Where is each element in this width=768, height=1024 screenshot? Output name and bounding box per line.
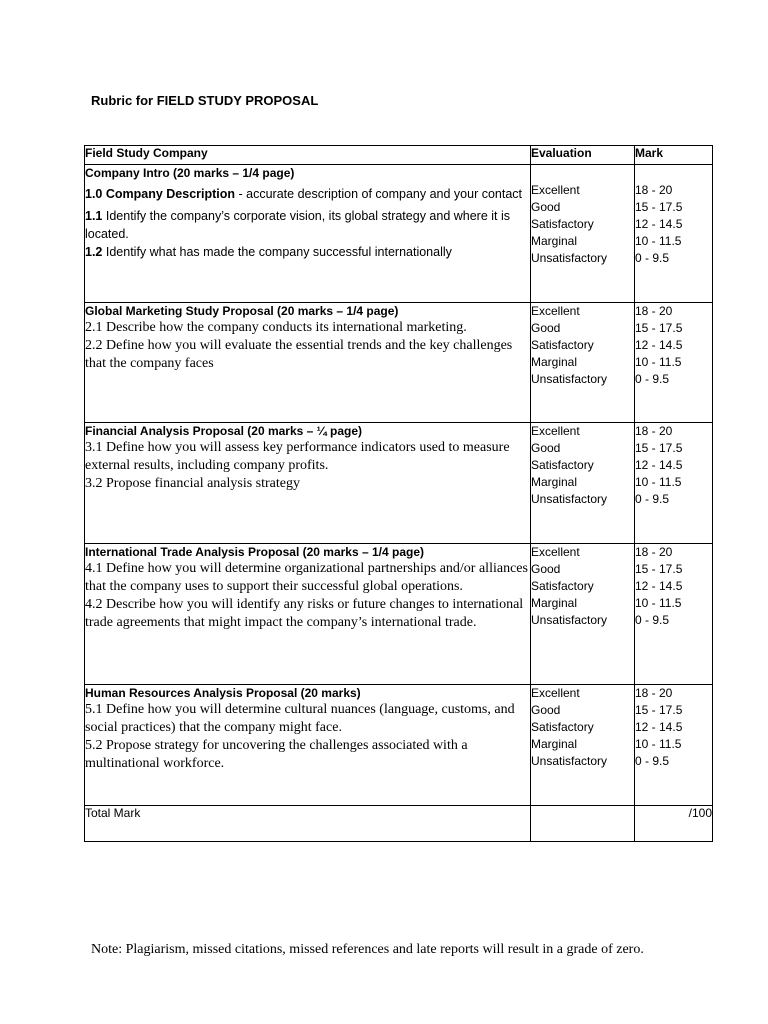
criterion-item: 4.1 Define how you will determine organizational partnerships and/or alliances that the company uses to support their successful global operations. xyxy=(85,561,528,594)
rubric-table xyxy=(84,145,713,842)
page-title: Rubric for FIELD STUDY PROPOSAL xyxy=(91,93,319,108)
mark-range: 18 - 20 xyxy=(635,304,673,318)
criteria-cell xyxy=(85,423,531,544)
criteria-cell xyxy=(85,303,531,423)
criterion-number: 1.1 xyxy=(85,209,103,223)
section-title: Global Marketing Study Proposal (20 marks – 1/4 page) xyxy=(85,304,399,318)
evaluation-level: Unsatisfactory xyxy=(531,492,608,506)
total-label: Total Mark xyxy=(85,806,531,842)
mark-range: 18 - 20 xyxy=(635,545,673,559)
evaluation-level: Marginal xyxy=(531,234,578,248)
criteria-cell xyxy=(85,165,531,303)
evaluation-level: Satisfactory xyxy=(531,458,594,472)
mark-range: 15 - 17.5 xyxy=(635,562,683,576)
mark-range: 10 - 11.5 xyxy=(635,475,682,489)
criterion-text: - accurate description of company and your contact xyxy=(235,187,523,201)
rubric-row-human-resources xyxy=(85,685,713,806)
evaluation-level: Excellent xyxy=(531,686,580,700)
criterion-item xyxy=(85,207,530,243)
total-value: /100 xyxy=(635,806,713,842)
evaluation-levels xyxy=(531,165,635,303)
evaluation-level: Marginal xyxy=(531,737,578,751)
mark-range: 10 - 11.5 xyxy=(635,737,682,751)
table-header-row xyxy=(85,146,713,165)
evaluation-level: Satisfactory xyxy=(531,579,594,593)
evaluation-level: Unsatisfactory xyxy=(531,613,608,627)
mark-range: 0 - 9.5 xyxy=(635,251,670,265)
mark-range: 0 - 9.5 xyxy=(635,754,670,768)
mark-range: 15 - 17.5 xyxy=(635,200,683,214)
mark-range: 10 - 11.5 xyxy=(635,355,682,369)
criterion-item: 5.1 Define how you will determine cultural nuances (language, customs, and social practices) that the company might face. xyxy=(85,702,515,735)
evaluation-level: Marginal xyxy=(531,596,578,610)
mark-range: 10 - 11.5 xyxy=(635,596,682,610)
evaluation-level: Excellent xyxy=(531,183,580,197)
header-mark: Mark xyxy=(635,146,713,165)
evaluation-level: Excellent xyxy=(531,545,580,559)
total-row xyxy=(85,806,713,842)
mark-range: 15 - 17.5 xyxy=(635,441,683,455)
mark-range: 18 - 20 xyxy=(635,183,673,197)
criteria-cell xyxy=(85,544,531,685)
evaluation-levels xyxy=(531,544,635,685)
evaluation-level: Good xyxy=(531,200,561,214)
mark-range: 12 - 14.5 xyxy=(635,579,683,593)
section-title: Human Resources Analysis Proposal (20 marks) xyxy=(85,686,361,700)
mark-range: 0 - 9.5 xyxy=(635,613,670,627)
total-evaluation-cell xyxy=(531,806,635,842)
mark-ranges xyxy=(635,303,713,423)
criterion-item: 5.2 Propose strategy for uncovering the challenges associated with a multinational workforce. xyxy=(85,738,468,771)
mark-range: 18 - 20 xyxy=(635,686,673,700)
criterion-item: 2.2 Define how you will evaluate the essential trends and the key challenges that the company faces xyxy=(85,338,513,371)
criterion-item: 4.2 Describe how you will identify any risks or future changes to international trade agreements that might impact the company’s international trade. xyxy=(85,597,524,630)
plagiarism-note: Note: Plagiarism, missed citations, missed references and late reports will result in a grade of zero. xyxy=(91,942,644,957)
evaluation-level: Satisfactory xyxy=(531,217,594,231)
mark-range: 12 - 14.5 xyxy=(635,720,683,734)
mark-range: 12 - 14.5 xyxy=(635,458,683,472)
evaluation-level: Excellent xyxy=(531,304,580,318)
evaluation-level: Unsatisfactory xyxy=(531,754,608,768)
criterion-item xyxy=(85,184,530,205)
evaluation-levels xyxy=(531,423,635,544)
evaluation-level: Good xyxy=(531,562,561,576)
mark-range: 12 - 14.5 xyxy=(635,217,683,231)
mark-range: 15 - 17.5 xyxy=(635,321,683,335)
mark-range: 0 - 9.5 xyxy=(635,492,670,506)
rubric-row-international-trade xyxy=(85,544,713,685)
criterion-number: 1.2 xyxy=(85,245,103,259)
criterion-text: Identify what has made the company successful internationally xyxy=(102,245,452,259)
criteria-cell xyxy=(85,685,531,806)
mark-range: 12 - 14.5 xyxy=(635,338,683,352)
evaluation-level: Marginal xyxy=(531,475,578,489)
section-title: Company Intro (20 marks – 1/4 page) xyxy=(85,166,295,180)
criterion-item: 3.2 Propose financial analysis strategy xyxy=(85,476,301,491)
evaluation-level: Excellent xyxy=(531,424,580,438)
header-evaluation: Evaluation xyxy=(531,146,635,165)
criterion-text: Identify the company’s corporate vision, its global strategy and where it is located. xyxy=(85,209,511,241)
evaluation-level: Good xyxy=(531,321,561,335)
mark-ranges xyxy=(635,423,713,544)
mark-range: 0 - 9.5 xyxy=(635,372,670,386)
evaluation-level: Unsatisfactory xyxy=(531,372,608,386)
evaluation-level: Good xyxy=(531,703,561,717)
criterion-item: 2.1 Describe how the company conducts its international marketing. xyxy=(85,320,467,335)
mark-ranges xyxy=(635,165,713,303)
criterion-number: 1.0 Company Description xyxy=(85,187,236,201)
mark-range: 15 - 17.5 xyxy=(635,703,683,717)
evaluation-levels xyxy=(531,303,635,423)
mark-ranges xyxy=(635,685,713,806)
mark-range: 10 - 11.5 xyxy=(635,234,682,248)
section-title: International Trade Analysis Proposal (20 marks – 1/4 page) xyxy=(85,545,425,559)
mark-ranges xyxy=(635,544,713,685)
evaluation-level: Marginal xyxy=(531,355,578,369)
criterion-item xyxy=(85,243,530,262)
evaluation-level: Satisfactory xyxy=(531,720,594,734)
section-title: Financial Analysis Proposal (20 marks – ¼ page) xyxy=(85,424,363,438)
criterion-item: 3.1 Define how you will assess key performance indicators used to measure external results, including company profits. xyxy=(85,440,510,473)
rubric-row-financial-analysis xyxy=(85,423,713,544)
evaluation-level: Unsatisfactory xyxy=(531,251,608,265)
evaluation-levels xyxy=(531,685,635,806)
rubric-row-company-intro xyxy=(85,165,713,303)
header-criteria: Field Study Company xyxy=(85,146,531,165)
evaluation-level: Satisfactory xyxy=(531,338,594,352)
rubric-row-global-marketing xyxy=(85,303,713,423)
mark-range: 18 - 20 xyxy=(635,424,673,438)
evaluation-level: Good xyxy=(531,441,561,455)
